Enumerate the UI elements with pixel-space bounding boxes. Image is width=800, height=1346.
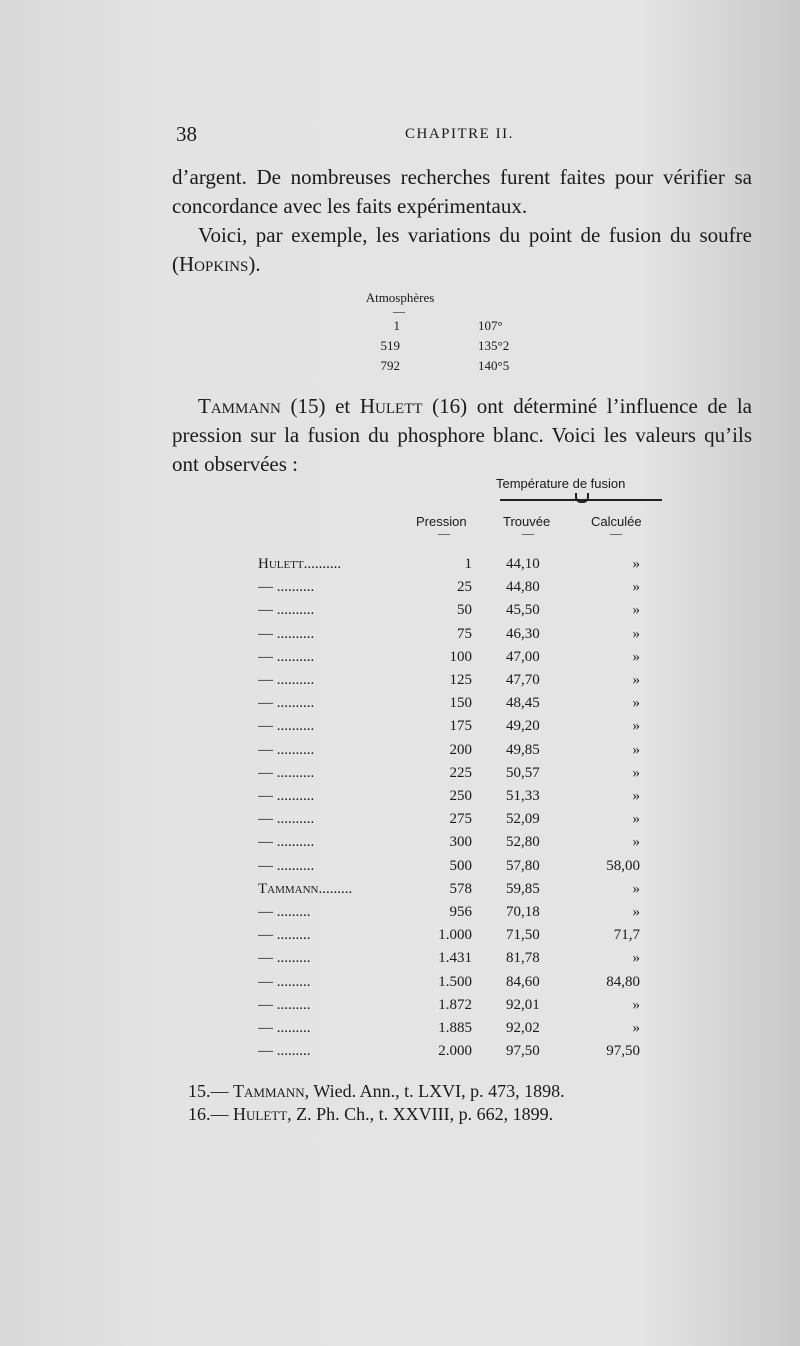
temp-value: 135°2 xyxy=(478,338,510,353)
trouvee-cell: 48,45 xyxy=(506,695,540,712)
column-header-calculee: Calculée xyxy=(591,514,642,529)
table-row xyxy=(0,950,800,973)
phosphorus-melting-table xyxy=(0,470,800,1070)
row-label: — ......... xyxy=(258,927,311,944)
footnotes xyxy=(188,1080,565,1126)
row-label: — .......... xyxy=(258,672,315,688)
author-tammann: Tammann xyxy=(198,394,281,418)
row-label: Hulett.......... xyxy=(258,556,342,572)
row-label: — .......... xyxy=(258,579,315,596)
trouvee-cell: 44,10 xyxy=(506,556,540,572)
table-row xyxy=(0,649,800,672)
calculee-cell: » xyxy=(632,788,640,804)
trouvee-cell: 84,60 xyxy=(506,973,540,990)
table-row xyxy=(0,788,800,811)
table-row xyxy=(0,672,800,695)
footnote-15: 15.— Tammann, Wied. Ann., t. LXVI, p. 473, 1898. xyxy=(188,1081,565,1101)
row-label: — .......... xyxy=(258,602,315,619)
paragraph-2-tail: ). xyxy=(248,252,261,276)
row-label: — .......... xyxy=(258,695,315,712)
pression-cell: 300 xyxy=(449,834,472,851)
paragraph-3-text: (16) ont déterminé l’influence de la pression sur la fusion du phosphore blanc. Voici les valeurs qu’ils ont observées : xyxy=(172,394,752,476)
trouvee-cell: 46,30 xyxy=(506,625,540,642)
pression-cell: 175 xyxy=(449,718,472,735)
trouvee-cell: 49,20 xyxy=(506,718,540,735)
table-row xyxy=(0,811,800,834)
pression-cell: 75 xyxy=(457,625,472,642)
trouvee-cell: 51,33 xyxy=(506,788,540,804)
row-label: — .......... xyxy=(258,811,315,828)
trouvee-cell: 45,50 xyxy=(506,602,540,619)
calculee-cell: » xyxy=(632,695,640,712)
paragraph-1-text: d’argent. De nombreuses recherches furent faites pour vérifier sa concordance avec les faits expérimentaux. xyxy=(172,165,752,218)
calculee-cell: 71,7 xyxy=(613,927,640,944)
table-row xyxy=(0,1043,800,1066)
trouvee-cell: 47,00 xyxy=(506,648,540,665)
calculee-cell: » xyxy=(632,880,640,897)
trouvee-cell: 59,85 xyxy=(506,880,540,897)
trouvee-cell: 97,50 xyxy=(506,1043,540,1060)
column-dash: — xyxy=(610,526,622,540)
pression-cell: 50 xyxy=(457,602,472,619)
row-label: — .......... xyxy=(258,741,315,758)
trouvee-cell: 52,09 xyxy=(506,811,540,828)
paragraph-2 xyxy=(172,221,752,279)
row-label: — .......... xyxy=(258,625,315,642)
pression-cell: 1.431 xyxy=(438,950,472,967)
page-header xyxy=(0,122,800,152)
calculee-cell: » xyxy=(632,811,640,828)
pression-cell: 275 xyxy=(449,811,472,828)
trouvee-cell: 71,50 xyxy=(506,927,540,944)
calculee-cell: 84,80 xyxy=(606,973,640,990)
atm-value: 792 xyxy=(380,358,400,373)
pression-cell: 250 xyxy=(449,788,472,804)
table-row xyxy=(0,718,800,741)
pression-cell: 125 xyxy=(449,672,472,688)
row-label: — .......... xyxy=(258,764,315,781)
pression-cell: 225 xyxy=(449,764,472,781)
row-label: — ......... xyxy=(258,904,311,920)
pression-cell: 2.000 xyxy=(438,1043,472,1060)
pression-cell: 200 xyxy=(449,741,472,758)
pression-cell: 578 xyxy=(449,880,472,897)
small-table-row xyxy=(300,358,620,378)
calculee-cell: » xyxy=(632,950,640,967)
pression-cell: 1 xyxy=(464,556,472,572)
pression-cell: 25 xyxy=(457,579,472,596)
calculee-cell: » xyxy=(632,741,640,758)
row-label: — ......... xyxy=(258,1020,311,1036)
calculee-cell: » xyxy=(632,648,640,665)
calculee-cell: » xyxy=(632,904,640,920)
trouvee-cell: 70,18 xyxy=(506,904,540,920)
row-label: — ......... xyxy=(258,1043,311,1060)
trouvee-cell: 92,01 xyxy=(506,996,540,1013)
atm-value: 519 xyxy=(380,338,400,353)
trouvee-cell: 57,80 xyxy=(506,857,540,874)
trouvee-cell: 50,57 xyxy=(506,764,540,781)
small-table-dash: — xyxy=(393,304,405,318)
table-row xyxy=(0,927,800,950)
row-label: — .......... xyxy=(258,788,315,804)
pression-cell: 500 xyxy=(449,857,472,874)
calculee-cell: » xyxy=(632,579,640,596)
table-row xyxy=(0,881,800,904)
reference-15: (15) et xyxy=(280,394,360,418)
temp-value: 107° xyxy=(478,318,503,333)
small-table-header: Atmosphères xyxy=(365,290,435,305)
row-label: Tammann......... xyxy=(258,880,353,897)
pression-cell: 100 xyxy=(449,648,472,665)
header-brace-tip xyxy=(575,493,589,503)
trouvee-cell: 52,80 xyxy=(506,834,540,851)
footnote-ref: , Z. Ph. Ch., t. XXVIII, p. 662, 1899. xyxy=(287,1104,554,1124)
table-row xyxy=(0,695,800,718)
table-row xyxy=(0,904,800,927)
table-row xyxy=(0,834,800,857)
calculee-cell: » xyxy=(632,556,640,572)
row-label: — ......... xyxy=(258,950,311,967)
calculee-cell: » xyxy=(632,672,640,688)
pression-cell: 1.000 xyxy=(438,927,472,944)
footnote-16: 16.— Hulett, Z. Ph. Ch., t. XXVIII, p. 662, 1899. xyxy=(188,1104,554,1124)
table-row xyxy=(0,602,800,625)
calculee-cell: 97,50 xyxy=(606,1043,640,1060)
calculee-cell: » xyxy=(632,602,640,619)
column-dash: — xyxy=(522,526,534,540)
trouvee-cell: 81,78 xyxy=(506,950,540,967)
trouvee-cell: 49,85 xyxy=(506,741,540,758)
footnote-author: Hulett xyxy=(233,1104,288,1124)
calculee-cell: » xyxy=(632,834,640,851)
table-row xyxy=(0,765,800,788)
table-row xyxy=(0,974,800,997)
paragraph-1 xyxy=(172,163,752,221)
pression-cell: 956 xyxy=(449,904,472,920)
table-row xyxy=(0,858,800,881)
author-hopkins: Hopkins xyxy=(179,252,249,276)
temp-value: 140°5 xyxy=(478,358,510,373)
column-header-trouvee: Trouvée xyxy=(503,514,551,529)
row-label: — .......... xyxy=(258,834,315,851)
table-row xyxy=(0,997,800,1020)
pression-cell: 150 xyxy=(449,695,472,712)
table-row xyxy=(0,1020,800,1043)
row-label: — .......... xyxy=(258,718,315,735)
paragraph-3 xyxy=(172,392,752,479)
calculee-cell: » xyxy=(632,718,640,735)
table-row xyxy=(0,626,800,649)
row-label: — .......... xyxy=(258,857,315,874)
pression-cell: 1.872 xyxy=(438,996,472,1013)
footnote-ref: , Wied. Ann., t. LXVI, p. 473, 1898. xyxy=(304,1081,565,1101)
paragraph-2-text: Voici, par exemple, les variations du point de fusion du soufre ( xyxy=(172,223,752,276)
trouvee-cell: 47,70 xyxy=(506,672,540,688)
running-head: CHAPITRE II. xyxy=(405,126,514,142)
page-number: 38 xyxy=(176,122,197,146)
footnote-author: Tammann xyxy=(233,1081,305,1101)
small-table-row xyxy=(300,318,620,338)
table-row xyxy=(0,742,800,765)
calculee-cell: » xyxy=(632,764,640,781)
calculee-cell: » xyxy=(632,996,640,1013)
trouvee-cell: 92,02 xyxy=(506,1020,540,1036)
column-header-pression: Pression xyxy=(416,514,467,529)
row-label: — .......... xyxy=(258,648,315,665)
row-label: — ......... xyxy=(258,996,311,1013)
calculee-cell: » xyxy=(632,625,640,642)
calculee-cell: 58,00 xyxy=(606,857,640,874)
small-table-row xyxy=(300,338,620,358)
row-label: — ......... xyxy=(258,973,311,990)
author-hulett: Hulett xyxy=(359,394,423,418)
trouvee-cell: 44,80 xyxy=(506,579,540,596)
table-row xyxy=(0,556,800,579)
calculee-cell: » xyxy=(632,1020,640,1036)
table-row xyxy=(0,579,800,602)
temperature-group-header: Température de fusion xyxy=(496,476,626,491)
pression-cell: 1.500 xyxy=(438,973,472,990)
column-dash: — xyxy=(438,526,450,540)
atm-value: 1 xyxy=(393,318,400,333)
pression-cell: 1.885 xyxy=(438,1020,472,1036)
